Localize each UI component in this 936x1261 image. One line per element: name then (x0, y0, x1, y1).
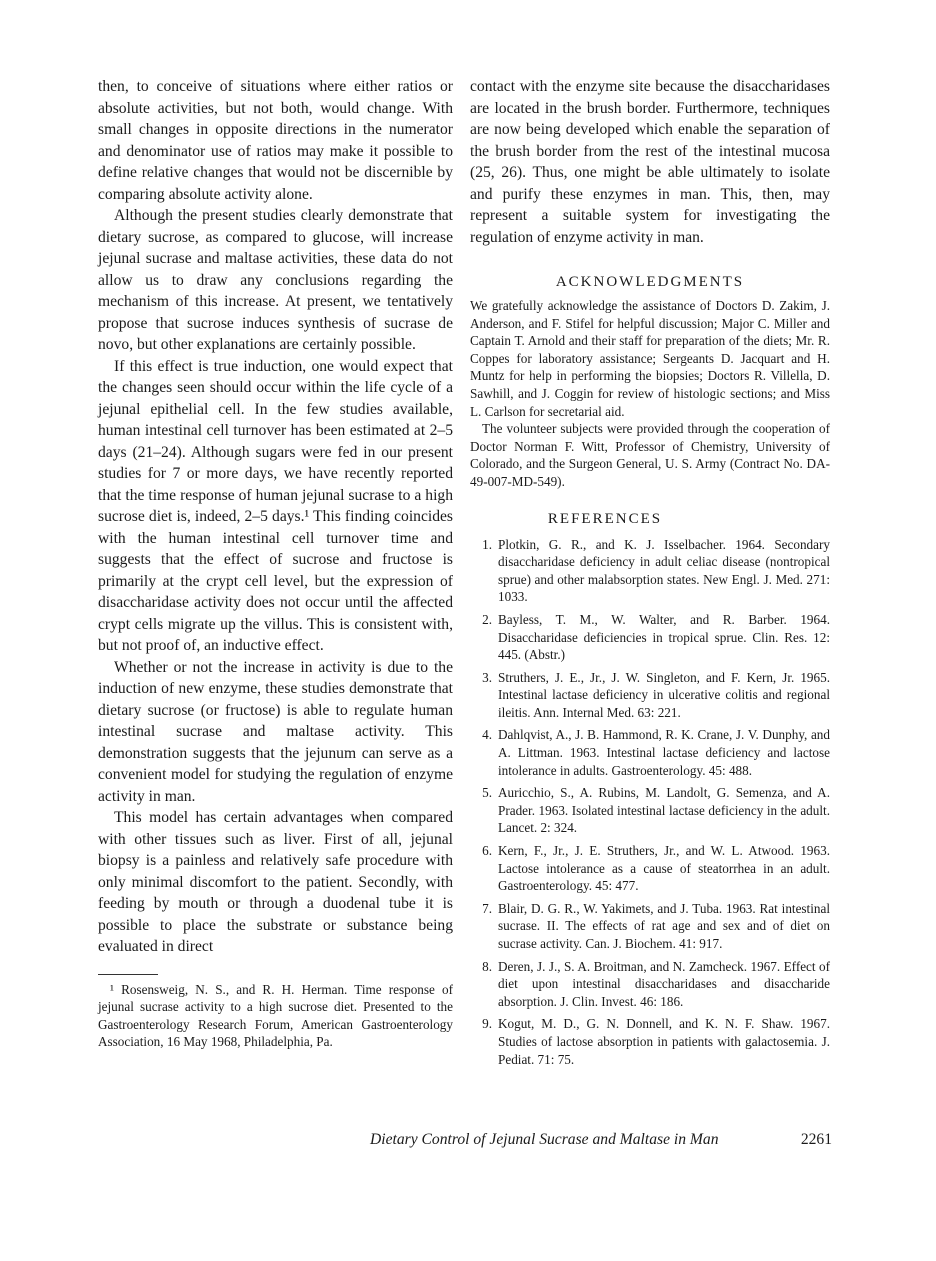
body-paragraph: If this effect is true induction, one would expect that the changes seen should occur within the life cycle of a jejunal epithelial cell. In the few studies available, human intestinal cell turnover has been estimated at 2–5 days (21–24). Although sugars were fed in our present studies for 7 or more days, we have recently reported that the time response of human jejunal sucrase to a high sucrose diet is, indeed, 2–5 days.¹ This finding coincides with the human intestinal cell turnover time and suggests that the effect of sucrose and fructose is primarily at the crypt cell level, but the expression of disaccharidase activity does not occur until the affected crypt cells migrate up the villus. This is consistent with, but not proof of, an inductive effect. (98, 357, 453, 654)
reference-number: 6. (482, 843, 492, 859)
reference-item (470, 900, 830, 953)
page-number: 2261 (800, 1131, 832, 1148)
reference-item (470, 611, 830, 664)
reference-item (470, 669, 830, 722)
reference-number: 3. (482, 669, 492, 685)
body-paragraph: This model has certain advantages when compared with other tissues such as liver. First of all, jejunal biopsy is a painless and relatively safe procedure with only minimal discomfort to the patient. Secondly, with feeding by mouth or through a duodenal tube it is possible to place the substrate or substance being evaluated in direct (98, 809, 453, 955)
reference-item (470, 958, 830, 1011)
reference-text: Kern, F., Jr., J. E. Struthers, Jr., and W. L. Atwood. 1963. Lactose intolerance as a cause of steatorrhea in an adult. Gastroenterology. 45: 477. (498, 843, 830, 894)
reference-number: 1. (482, 536, 492, 552)
footnote-rule (98, 974, 158, 975)
body-paragraph: Although the present studies clearly demonstrate that dietary sucrose, as compared to glucose, will increase jejunal sucrase and maltase activities, these data do not allow us to draw any conclusions regarding the mechanism of this increase. At present, we tentatively propose that sucrose induces synthesis of sucrase de novo, but other explanations are certainly possible. (98, 207, 453, 353)
acknowledgments-heading: ACKNOWLEDGMENTS (555, 274, 745, 290)
reference-text: Bayless, T. M., W. Walter, and R. Barber. 1964. Disaccharidase deficiencies in tropical sprue. Clin. Res. 12: 445. (Abstr.) (498, 611, 830, 663)
body-paragraph: contact with the enzyme site because the disaccharidases are located in the brush border. Furthermore, techniques are now being developed which enable the separation of the brush border from the rest of the intestinal mucosa (25, 26). Thus, one might be able ultimately to isolate and purify these enzymes in man. This, then, may represent a suitable system for investigating the regulation of enzyme activity in man. (470, 78, 830, 246)
reference-number: 5. (482, 785, 492, 801)
footnote: ¹ Rosensweig, N. S., and R. H. Herman. Time response of jejunal sucrase activity to a high sucrose diet. Presented to the Gastroenterology Research Forum, American Gastroenterology Association, 16 May 1968, Philadelphia, Pa. (98, 981, 453, 1050)
left-column (98, 76, 453, 1051)
reference-text: Auricchio, S., A. Rubins, M. Landolt, G. Semenza, and A. Prader. 1963. Isolated intestinal lactase deficiency in the adult. Lancet. 2: 324. (498, 785, 830, 836)
right-column (470, 76, 830, 1073)
reference-item (470, 842, 830, 895)
reference-text: Plotkin, G. R., and K. J. Isselbacher. 1964. Secondary disaccharidase deficiency in adult celiac disease (nontropical sprue) and other malabsorption states. New Engl. J. Med. 271: 1033. (498, 536, 830, 605)
reference-text: Kogut, M. D., G. N. Donnell, and K. N. F. Shaw. 1967. Studies of lactose absorption in patients with galactosemia. J. Pediat. 71: 75. (498, 1016, 830, 1067)
references-heading: REFERENCES (547, 510, 663, 527)
page-footer (370, 1131, 832, 1149)
reference-text: Struthers, J. E., Jr., J. W. Singleton, and F. Kern, Jr. 1965. Intestinal lactase deficiency in ulcerative colitis and regional ileitis. Ann. Internal Med. 63: 221. (498, 669, 830, 720)
reference-number: 7. (482, 900, 492, 916)
reference-item (470, 536, 830, 606)
body-paragraph: then, to conceive of situations where either ratios or absolute activities, but not both, would change. With small changes in opposite directions in the numerator and denominator use of ratios may make it possible to define relative changes that would not be discernible by comparing absolute activity alone. (98, 78, 453, 203)
reference-number: 9. (482, 1016, 492, 1032)
reference-text: Blair, D. G. R., W. Yakimets, and J. Tuba. 1963. Rat intestinal sucrase. II. The effects of rat age and sex and of diet on sucrase activity. Can. J. Biochem. 41: 917. (498, 900, 830, 951)
reference-number: 2. (482, 611, 492, 627)
reference-number: 4. (482, 727, 492, 743)
reference-item (470, 726, 830, 779)
reference-number: 8. (482, 958, 492, 974)
reference-text: Deren, J. J., S. A. Broitman, and N. Zamcheck. 1967. Effect of diet upon intestinal disaccharidases and disaccharide absorption. J. Clin. Invest. 46: 186. (498, 958, 830, 1009)
acknowledgments-paragraph: We gratefully acknowledge the assistance of Doctors D. Zakim, J. Anderson, and F. Stifel for helpful discussion; Major C. Miller and Captain T. Arnold and their staff for preparation of the diets; Mr. R. Coppes for laboratory assistance; Sergeants D. Jacquart and H. Muntz for help in performing the biopsies; Doctors R. Villella, D. Sawhill, and J. Coggin for review of histologic sections; and Miss L. Carlson for secretarial aid. (470, 298, 830, 419)
reference-item (470, 784, 830, 837)
acknowledgments-paragraph: The volunteer subjects were provided through the cooperation of Doctor Norman F. Witt, Professor of Chemistry, University of Colorado, and the Surgeon General, U. S. Army (Contract No. DA-49-007-MD-549). (470, 421, 830, 489)
reference-list (470, 536, 830, 1069)
reference-item (470, 1015, 830, 1068)
running-title: Dietary Control of Jejunal Sucrase and Maltase in Man (370, 1131, 719, 1148)
reference-text: Dahlqvist, A., J. B. Hammond, R. K. Crane, J. V. Dunphy, and A. Littman. 1963. Intestinal lactase deficiency and lactose intolerance in adults. Gastroenterology. 45: 488. (498, 727, 830, 778)
body-paragraph: Whether or not the increase in activity is due to the induction of new enzyme, these studies demonstrate that dietary sucrose (or fructose) is able to regulate human intestinal sucrase and maltase activity. This demonstration suggests that the jejunum can serve as a convenient model for studying the regulation of enzyme activity in man. (98, 658, 453, 805)
